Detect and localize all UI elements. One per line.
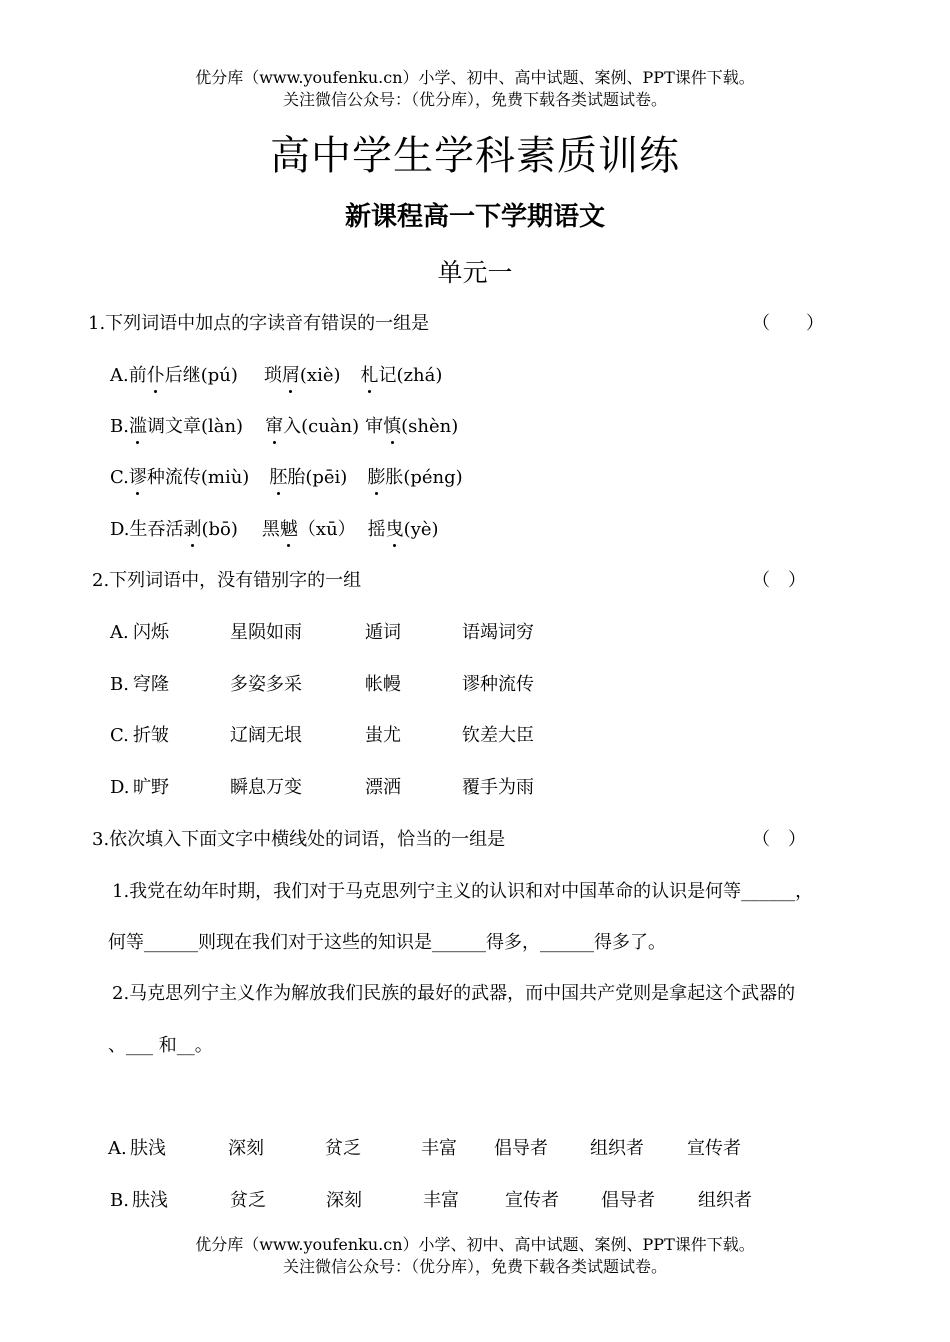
q1-option-d: D.生吞活剥(bō) 黑魆（xū） 摇曳(yè) <box>110 519 439 540</box>
q2-answer-paren: （ ） <box>752 570 806 591</box>
q2-option-b-label: B. <box>110 674 129 695</box>
emphasis-dot: 胚 <box>269 467 288 488</box>
q3-sentence-2-line-1: 2.马克思列宁主义作为解放我们民族的最好的武器，而中国共产党则是拿起这个武器的 <box>112 983 796 1004</box>
q2-option-c-label: C. <box>110 725 129 746</box>
q2-option-a-label: A. <box>110 622 129 643</box>
q3-sentence-1-line-2: 何等______则现在我们对于这些的知识是______得多，______得多了。 <box>108 932 666 953</box>
q3-option-a-word-1: 肤浅 <box>130 1138 166 1159</box>
emphasis-dot: 仆 <box>146 365 165 386</box>
footer-line-2: 关注微信公众号：（优分库），免费下载各类试题试卷。 <box>282 1257 667 1276</box>
emphasis-dot: 膨 <box>367 467 386 488</box>
emphasis-dot: 曳 <box>385 519 404 540</box>
q2-option-b-word-3: 帐幔 <box>365 674 401 695</box>
emphasis-dot: 屑 <box>281 365 300 386</box>
q2-option-c-word-1: 折皱 <box>133 725 169 746</box>
header-line-1: 优分库（www.youfenku.cn）小学、初中、高中试题、案例、PPT课件下载。 <box>195 68 755 87</box>
q2-option-c-word-4: 钦差大臣 <box>462 725 534 746</box>
emphasis-dot: 慎 <box>383 416 402 437</box>
page-subtitle: 新课程高一下学期语文 <box>344 202 605 232</box>
q2-option-b-word-4: 谬种流传 <box>462 674 534 695</box>
q3-option-a-word-7: 宣传者 <box>687 1138 741 1159</box>
q2-option-a-word-2: 星陨如雨 <box>230 622 302 643</box>
q3-option-b-word-7: 组织者 <box>698 1190 752 1211</box>
q3-option-b-label: B. <box>110 1190 129 1211</box>
q3-option-b-word-1: 肤浅 <box>132 1190 168 1211</box>
q3-option-a-word-5: 倡导者 <box>494 1138 548 1159</box>
emphasis-dot: 谬 <box>128 467 147 488</box>
q3-option-a-label: A. <box>108 1138 127 1159</box>
emphasis-dot: 剥 <box>183 519 202 540</box>
q1-option-b: B.滥调文章(làn) 窜入(cuàn) 审慎(shèn) <box>110 416 459 437</box>
q2-option-c-word-3: 蚩尤 <box>365 725 401 746</box>
q2-option-a-word-3: 遁词 <box>365 622 401 643</box>
q2-option-d-word-3: 漂洒 <box>365 777 401 798</box>
q3-option-b-word-3: 深刻 <box>326 1190 362 1211</box>
q2-option-b-word-1: 穹隆 <box>133 674 169 695</box>
q3-option-a-word-6: 组织者 <box>590 1138 644 1159</box>
q2-option-d-word-2: 瞬息万变 <box>230 777 302 798</box>
unit-heading: 单元一 <box>437 258 513 287</box>
q3-option-a-word-4: 丰富 <box>421 1138 457 1159</box>
q3-option-a-word-3: 贫乏 <box>325 1138 361 1159</box>
q2-option-a-word-1: 闪烁 <box>133 622 169 643</box>
emphasis-dot: 窜 <box>265 416 284 437</box>
emphasis-dot: 滥 <box>128 416 147 437</box>
q3-text: 3.依次填入下面文字中横线处的词语，恰当的一组是 <box>92 829 506 850</box>
q2-option-d-word-4: 覆手为雨 <box>462 777 534 798</box>
q3-answer-paren: （ ） <box>752 829 806 850</box>
q1-text: 1.下列词语中加点的字读音有错误的一组是 <box>88 313 430 334</box>
q2-option-d-label: D. <box>110 777 130 798</box>
emphasis-dot: 魆 <box>279 519 298 540</box>
q1-option-a: A.前仆后继(pú) 琐屑(xiè) 札记(zhá) <box>110 365 443 386</box>
q3-option-b-word-4: 丰富 <box>423 1190 459 1211</box>
footer-line-1: 优分库（www.youfenku.cn）小学、初中、高中试题、案例、PPT课件下载。 <box>195 1235 755 1254</box>
q2-text: 2.下列词语中，没有错别字的一组 <box>92 570 362 591</box>
q3-sentence-2-line-2: 、___ 和__。 <box>108 1035 213 1056</box>
q3-option-b-word-5: 宣传者 <box>505 1190 559 1211</box>
q3-option-a-word-2: 深刻 <box>228 1138 264 1159</box>
q2-option-d-word-1: 旷野 <box>133 777 169 798</box>
q3-sentence-1-line-1: 1.我党在幼年时期，我们对于马克思列宁主义的认识和对中国革命的认识是何等______， <box>112 881 814 902</box>
page-title: 高中学生学科素质训练 <box>270 133 680 179</box>
emphasis-dot: 札 <box>360 365 379 386</box>
q3-option-b-word-6: 倡导者 <box>601 1190 655 1211</box>
q1-option-c: C.谬种流传(miù) 胚胎(pēi) 膨胀(péng) <box>110 467 463 488</box>
q2-option-b-word-2: 多姿多采 <box>230 674 302 695</box>
q2-option-c-word-2: 辽阔无垠 <box>230 725 302 746</box>
q3-option-b-word-2: 贫乏 <box>230 1190 266 1211</box>
header-line-2: 关注微信公众号：（优分库），免费下载各类试题试卷。 <box>282 90 667 109</box>
q2-option-a-word-4: 语竭词穷 <box>462 622 534 643</box>
q1-answer-paren: （ ） <box>752 313 824 334</box>
